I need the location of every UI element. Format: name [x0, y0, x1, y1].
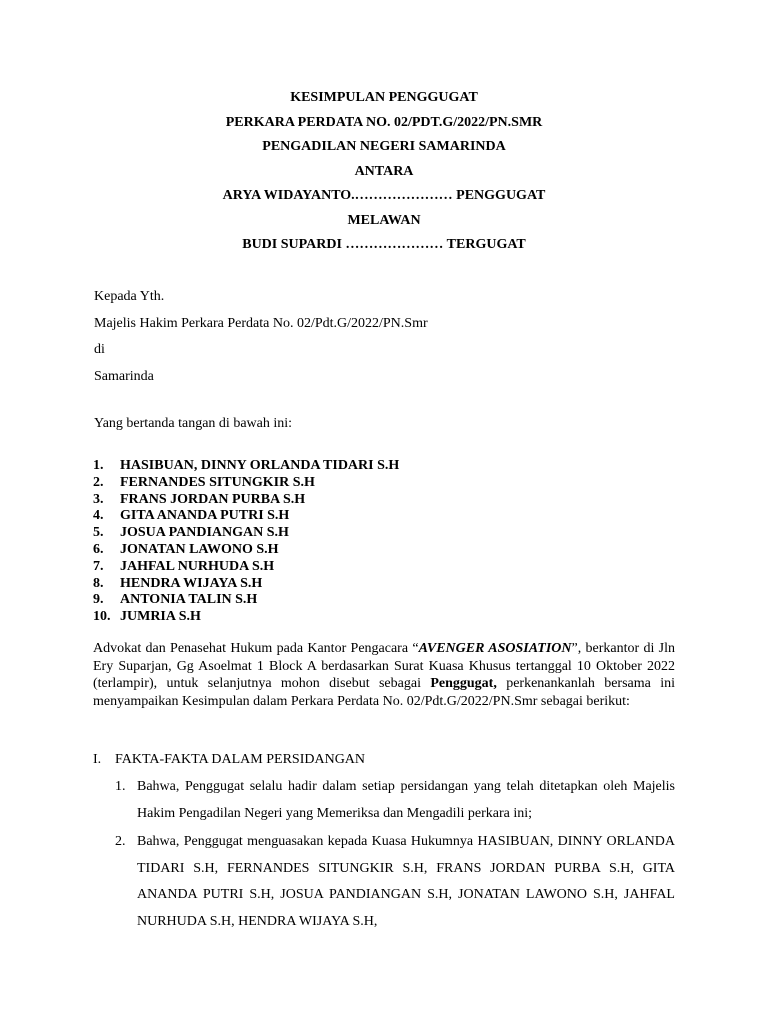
law-firm-name: AVENGER ASOSIATION: [418, 641, 572, 656]
list-item-name: JAHFAL NURHUDA S.H: [120, 558, 275, 574]
list-item-number: 2.: [115, 834, 126, 849]
counsel-list: [93, 458, 399, 626]
list-item-name: FERNANDES SITUNGKIR S.H: [120, 474, 315, 490]
list-item-number: 2.: [93, 474, 104, 490]
list-item-name: ANTONIA TALIN S.H: [120, 592, 258, 608]
list-item: [93, 829, 675, 935]
header-between: ANTARA: [354, 163, 414, 179]
list-item-number: 1.: [115, 779, 126, 794]
list-item: [93, 774, 675, 827]
list-item-number: 5.: [93, 525, 104, 541]
list-item: [93, 542, 399, 559]
document-header: [0, 86, 768, 258]
intro-text: Yang bertanda tangan di bawah ini:: [94, 416, 293, 431]
party-designation: Penggugat,: [430, 676, 497, 692]
header-versus: MELAWAN: [347, 212, 421, 228]
section-facts: [93, 750, 675, 937]
list-item-number: 1.: [93, 458, 104, 473]
list-item-number: 10.: [93, 609, 111, 625]
list-item-name: FRANS JORDAN PURBA S.H: [120, 491, 306, 507]
list-item-number: 6.: [93, 541, 104, 557]
header-title: KESIMPULAN PENGGUGAT: [290, 90, 478, 105]
address-city: Samarinda: [94, 368, 154, 384]
address-recipient: Majelis Hakim Perkara Perdata No. 02/Pdt.G/2022/PN.Smr: [94, 315, 428, 331]
list-item-name: JUMRIA S.H: [120, 609, 201, 625]
header-court: PENGADILAN NEGERI SAMARINDA: [262, 139, 506, 154]
section-numeral: I.: [93, 752, 102, 767]
list-item-number: 3.: [93, 491, 104, 507]
facts-list: [93, 774, 675, 935]
list-item: [93, 458, 399, 475]
list-item-name: GITA ANANDA PUTRI S.H: [120, 508, 290, 524]
header-defendant: BUDI SUPARDI ………………… TERGUGAT: [242, 237, 526, 252]
list-item-number: 8.: [93, 575, 104, 591]
list-item: [93, 559, 399, 576]
list-item: [93, 475, 399, 492]
list-item-number: 9.: [93, 592, 104, 608]
list-item-name: HASIBUAN, DINNY ORLANDA TIDARI S.H: [120, 458, 400, 473]
address-preposition: di: [94, 342, 105, 357]
list-item-name: HENDRA WIJAYA S.H: [120, 575, 263, 591]
list-item: [93, 508, 399, 525]
list-item-number: 4.: [93, 508, 104, 524]
list-item: [93, 609, 399, 626]
list-item-text: Bahwa, Penggugat menguasakan kepada Kuasa Hukumnya HASIBUAN, DINNY ORLANDA TIDARI S.H, FERNANDES SITUNGKIR S.H, FRANS JORDAN PURBA S.H, GITA ANANDA PUTRI S.H, JOSUA PANDIANGAN S.H, JONATAN LAWONO S.H, JAHFAL NURHUDA S.H, HENDRA WIJAYA S.H,: [137, 834, 675, 929]
header-case-number: PERKARA PERDATA NO. 02/PDT.G/2022/PN.SMR: [225, 114, 543, 130]
paragraph-text: perkenankanlah bersama ini menyampaikan Kesimpulan dalam Perkara Perdata No. 02/Pdt.G/2022/PN.Smr sebagai berikut:: [93, 676, 676, 709]
section-heading: [93, 750, 675, 770]
list-item: [93, 492, 399, 509]
list-item: [93, 592, 399, 609]
paragraph-text: Advokat dan Penasehat Hukum pada Kantor Pengacara “: [93, 641, 419, 656]
header-plaintiff: ARYA WIDAYANTO.………………… PENGGUGAT: [222, 188, 546, 203]
list-item-text: Bahwa, Penggugat selalu hadir dalam setiap persidangan yang telah ditetapkan oleh Majelis Hakim Pengadilan Negeri yang Memeriksa dan Mengadili perkara ini;: [137, 779, 675, 821]
list-item-name: JOSUA PANDIANGAN S.H: [120, 525, 289, 541]
list-item: [93, 525, 399, 542]
paragraph-text: ”, berkantor di Jln Ery Suparjan, Gg Asoelmat 1 Block A berdasarkan Surat Kuasa Khusus tertanggal 10 Oktober 2022 (terlampir), untuk selanjutnya mohon disebut sebagai: [93, 641, 675, 692]
list-item: [93, 576, 399, 593]
list-item-name: JONATAN LAWONO S.H: [120, 541, 279, 557]
section-title: FAKTA-FAKTA DALAM PERSIDANGAN: [115, 752, 366, 767]
list-item-number: 7.: [93, 558, 104, 574]
body-paragraph: [93, 640, 675, 710]
address-block: [94, 287, 694, 393]
address-salutation: Kepada Yth.: [94, 289, 165, 304]
